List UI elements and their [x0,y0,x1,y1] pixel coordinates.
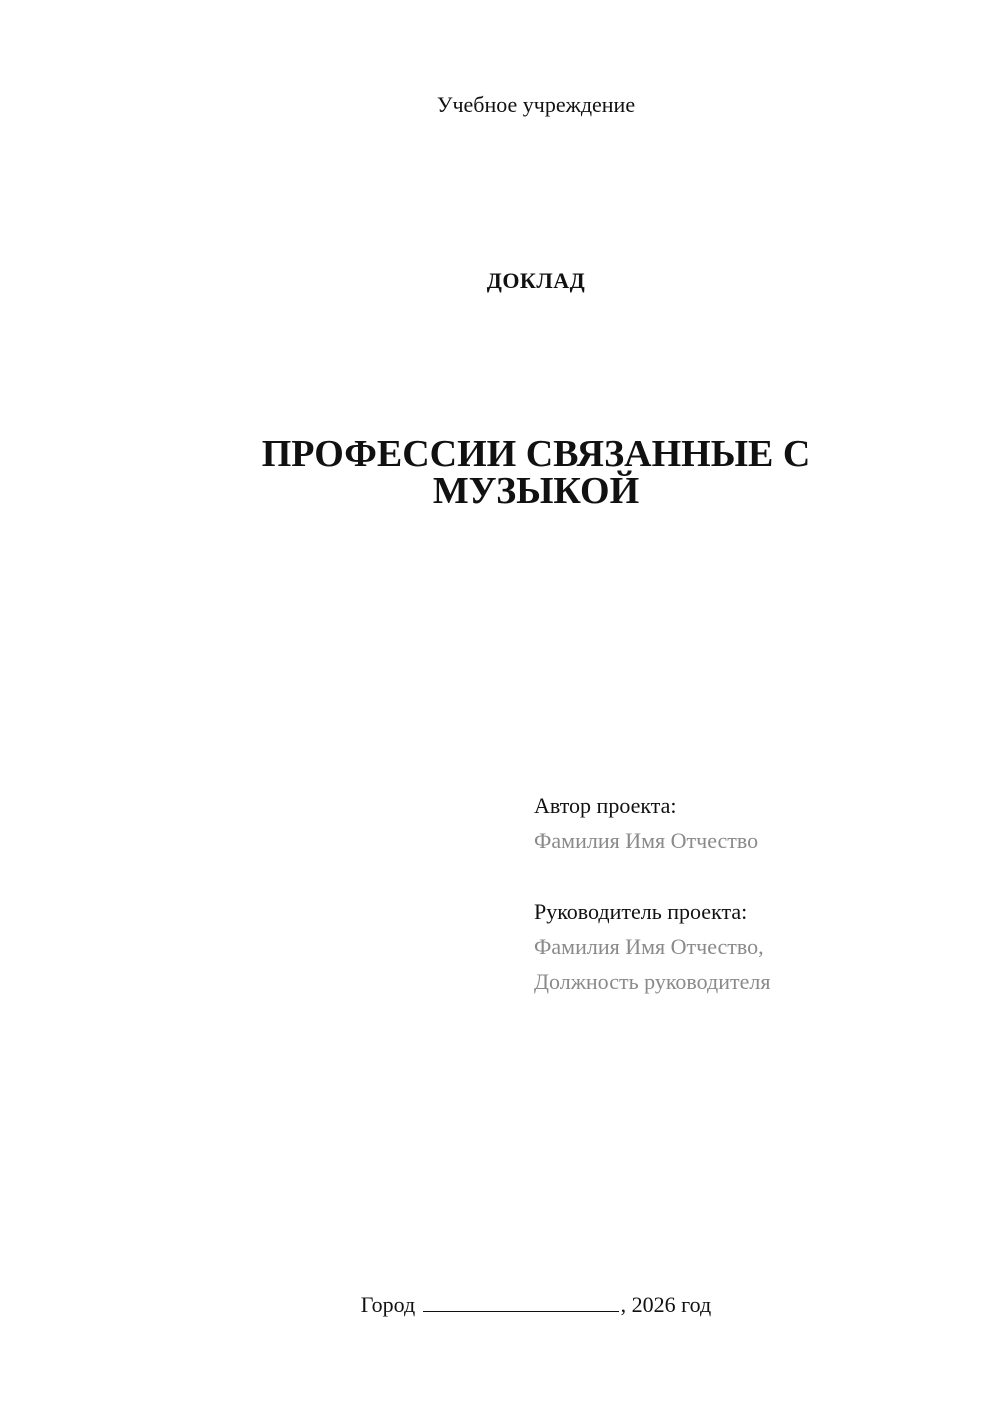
author-name: Фамилия Имя Отчество [534,828,759,853]
document-title [200,433,872,512]
city-year-line [0,1291,1000,1318]
supervisor-label: Руководитель проекта: [534,899,748,924]
document-title-line-2: МУЗЫКОЙ [432,470,640,512]
supervisor-name: Фамилия Имя Отчество, [534,934,764,959]
credits-spacer [534,858,954,894]
project-credits [534,788,954,999]
author-label: Автор проекта: [534,793,677,818]
document-type: ДОКЛАД [486,268,586,293]
document-title-line-1: ПРОФЕССИИ СВЯЗАННЫЕ С [261,433,811,475]
city-label: Город [360,1292,416,1317]
city-blank-line [423,1291,619,1312]
institution-name: Учебное учреждение [436,92,636,117]
supervisor-position: Должность руководителя [534,969,771,994]
year-text: , 2026 год [620,1292,712,1317]
